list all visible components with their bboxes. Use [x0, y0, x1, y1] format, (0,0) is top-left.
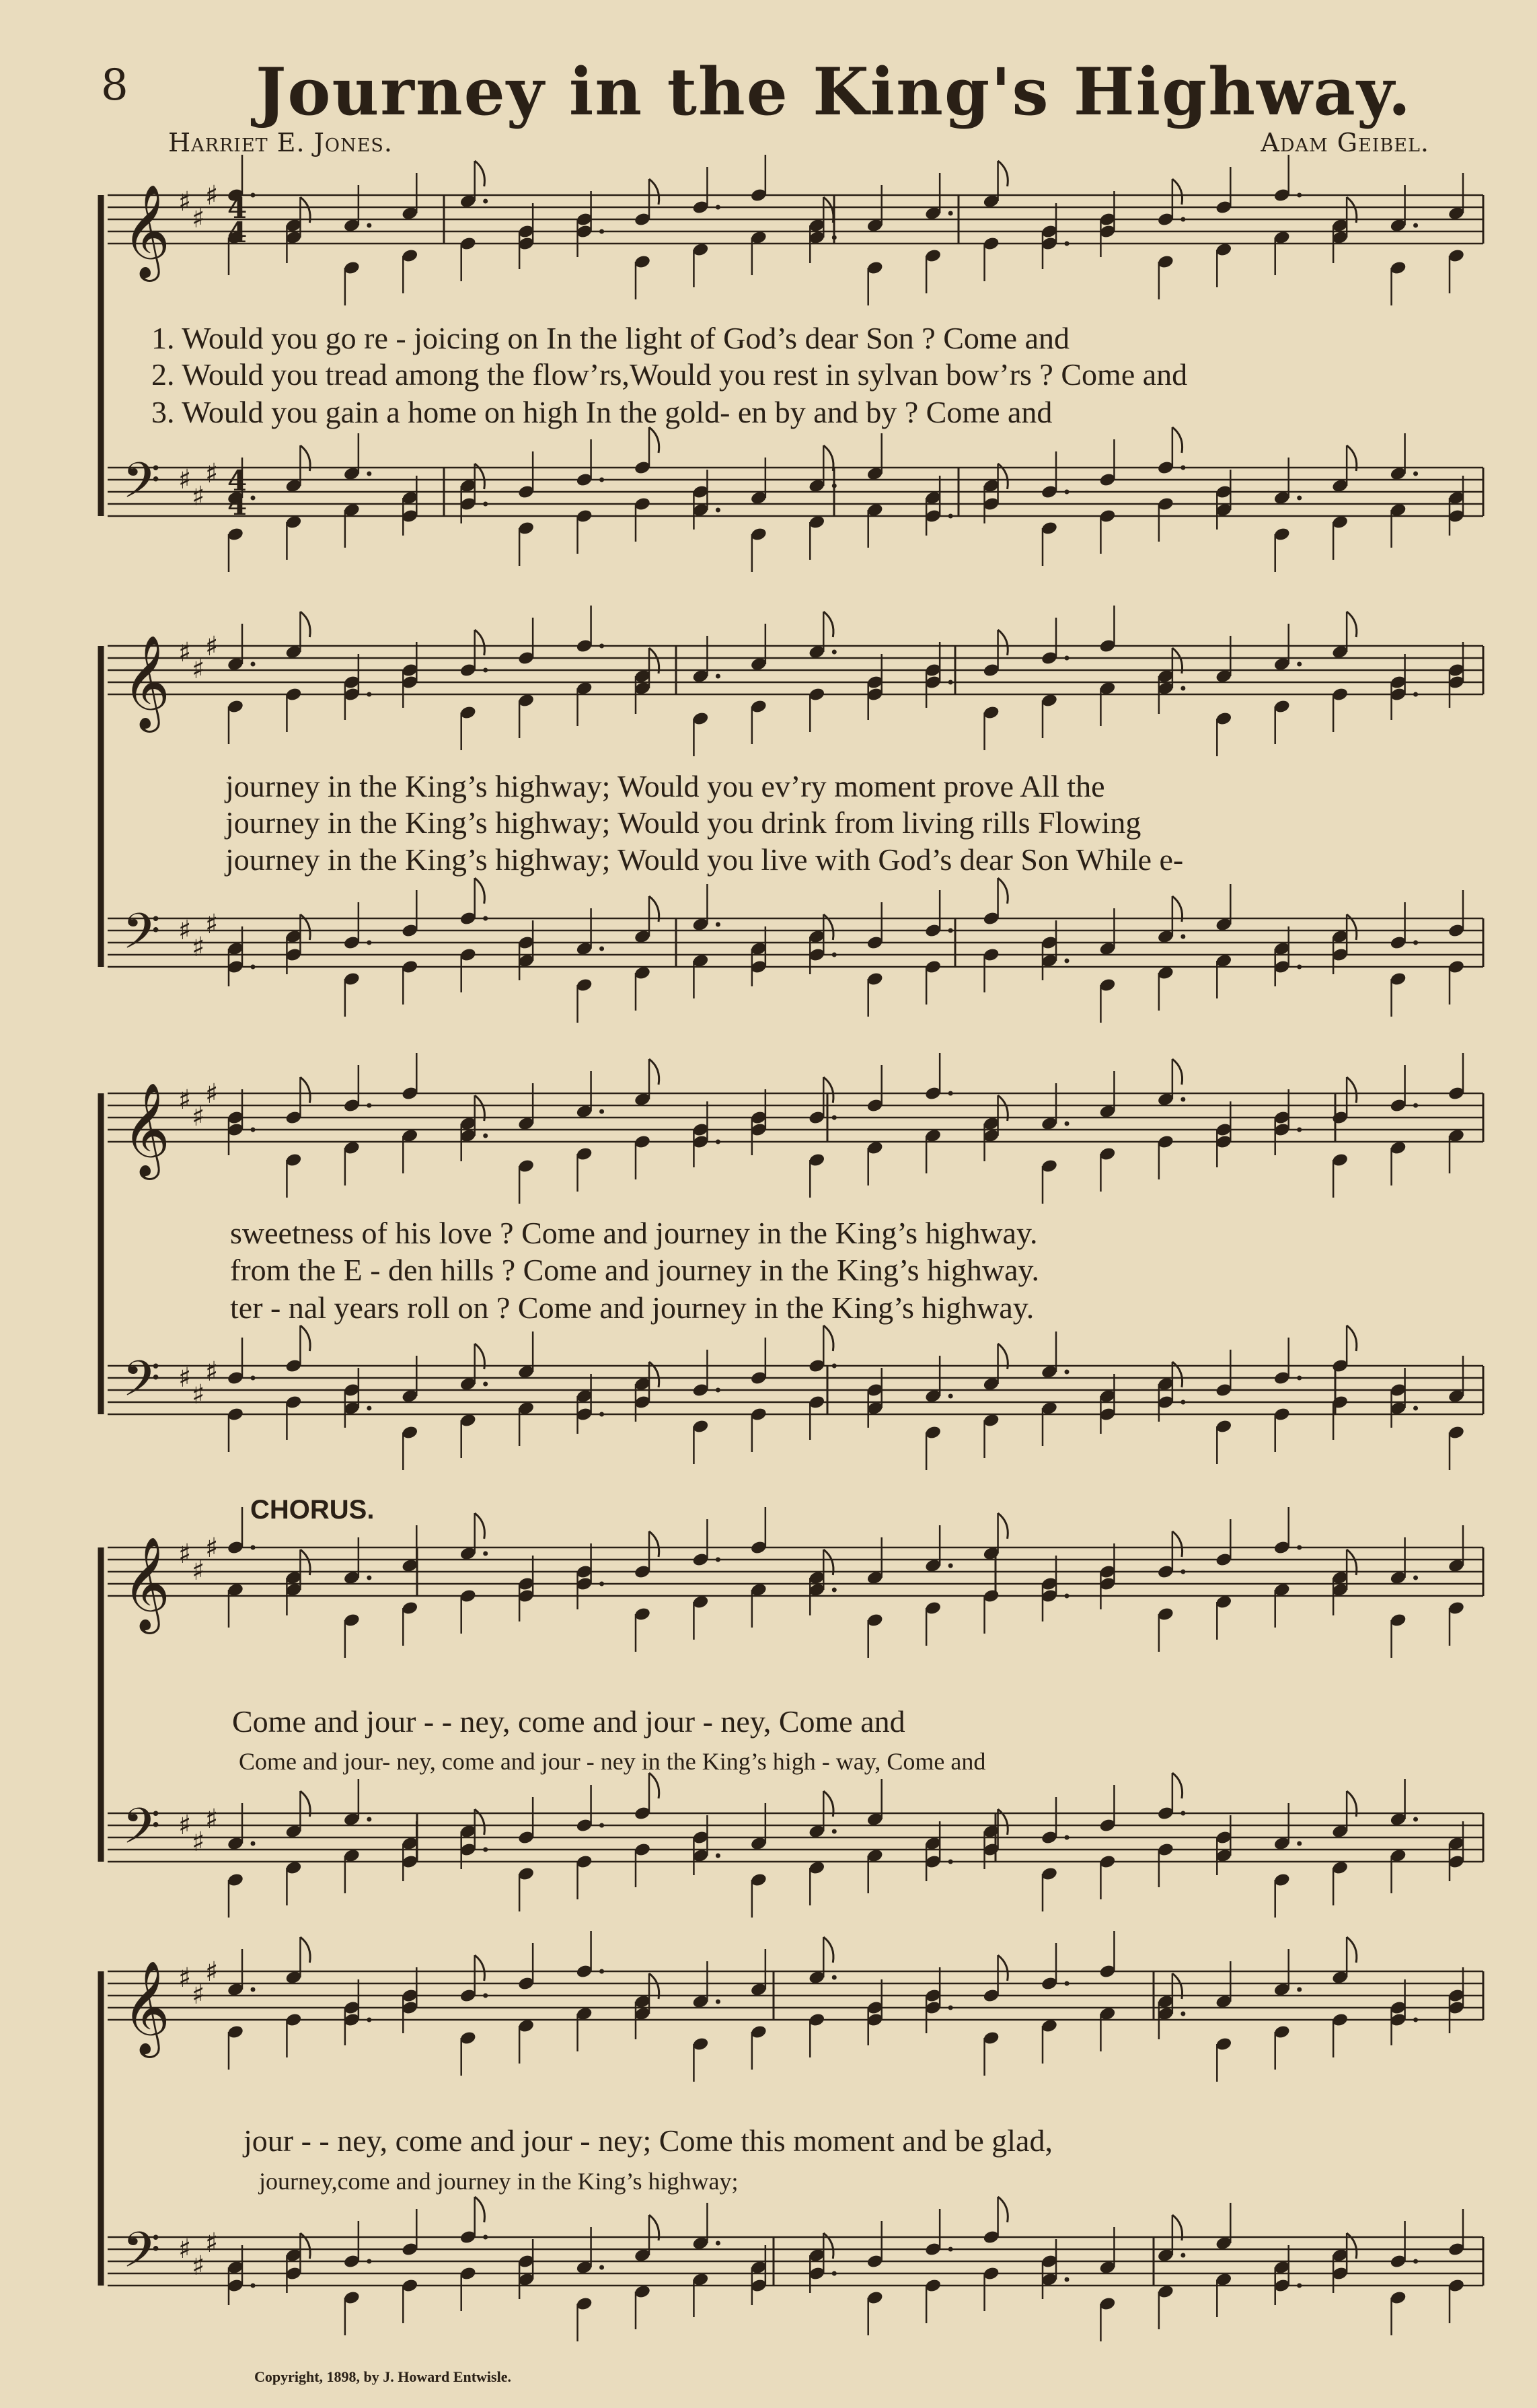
dot	[599, 229, 604, 234]
dot	[599, 1969, 604, 1974]
note-flag	[823, 1937, 833, 1963]
dot	[1065, 2277, 1070, 2282]
sharp-accidental: ♯	[178, 1085, 192, 1116]
dot	[948, 1860, 953, 1864]
dot	[1180, 935, 1185, 939]
sharp-accidental: ♯	[192, 481, 205, 513]
dot	[1297, 193, 1302, 198]
dot	[1413, 1103, 1418, 1108]
dot	[716, 922, 720, 927]
composer-credit: Adam Geibel.	[1261, 128, 1429, 157]
lyricist-credit: Harriet E. Jones.	[168, 128, 393, 157]
sharp-accidental: ♯	[205, 1957, 219, 1987]
note-flag	[1172, 1531, 1183, 1557]
dot	[1180, 2012, 1185, 2016]
dot	[367, 2018, 371, 2022]
dot	[483, 916, 488, 921]
dot	[1180, 1811, 1185, 1816]
alto-lyric-line: Come and jour- ney, come and jour - ney in the King’s high - way, Come and	[239, 1748, 986, 1775]
dot	[599, 947, 604, 951]
note-flag	[475, 1513, 485, 1539]
note-flag	[998, 1513, 1008, 1539]
dot	[599, 644, 604, 649]
dot	[1297, 1376, 1302, 1381]
dot	[1297, 662, 1302, 667]
sharp-accidental: ♯	[178, 1963, 192, 1994]
bass-clef: 𝄢	[122, 902, 161, 972]
dot	[367, 472, 371, 476]
dot	[1413, 941, 1418, 945]
dot	[251, 1545, 256, 1550]
dot	[483, 1848, 488, 1852]
dot	[832, 1975, 837, 1980]
alto-lyric-line: journey,come and journey in the King’s highway;	[259, 2168, 739, 2195]
dot	[1297, 1128, 1302, 1132]
dot	[483, 1994, 488, 1998]
lyric-line: 3. Would you gain a home on high In the gold- en by and by ? Come and	[151, 395, 1053, 429]
sharp-accidental: ♯	[178, 1810, 192, 1841]
sharp-accidental: ♯	[205, 1079, 219, 1109]
dot	[1180, 1400, 1185, 1405]
chorus-label: CHORUS.	[250, 1495, 375, 1525]
note-flag	[998, 161, 1008, 186]
sharp-accidental: ♯	[178, 915, 192, 946]
note-flag	[1347, 1077, 1357, 1103]
dot	[832, 1364, 837, 1369]
note-flag	[998, 2197, 1008, 2222]
dot	[251, 1376, 256, 1381]
lyric-line: ter - nal years roll on ? Come and journey in the King’s highway.	[230, 1290, 1035, 1325]
sharp-accidental: ♯	[178, 186, 192, 217]
dot	[367, 941, 371, 945]
dot	[483, 199, 488, 204]
dot	[1297, 1987, 1302, 1992]
dot	[948, 2006, 953, 2010]
dot	[251, 1128, 256, 1132]
dot	[716, 1854, 720, 1858]
lyric-line: journey in the King’s highway; Would you live with God’s dear Son While e-	[225, 842, 1184, 877]
dot	[251, 1987, 256, 1992]
time-signature: 4	[227, 216, 248, 250]
treble-clef: 𝄞	[122, 1537, 170, 1630]
dot	[251, 965, 256, 970]
time-signature: 4	[227, 488, 248, 522]
dot	[1297, 1545, 1302, 1550]
dot	[832, 2271, 837, 2276]
sharp-accidental: ♯	[192, 1379, 205, 1411]
sharp-accidental: ♯	[178, 1362, 192, 1393]
dot	[251, 1841, 256, 1846]
dot	[1413, 223, 1418, 228]
dot	[948, 2247, 953, 2252]
lyric-line: jour - - ney, come and jour - ney; Come this moment and be glad,	[243, 2123, 1053, 2158]
sharp-accidental: ♯	[205, 1533, 219, 1564]
dot	[1297, 496, 1302, 501]
bass-clef: 𝄢	[122, 451, 161, 521]
dot	[599, 478, 604, 482]
dot	[1065, 1370, 1070, 1375]
note-flag	[998, 878, 1008, 904]
dot	[367, 1576, 371, 1580]
dot	[599, 1582, 604, 1586]
sharp-accidental: ♯	[178, 637, 192, 668]
dot	[1180, 686, 1185, 691]
sharp-accidental: ♯	[205, 2228, 219, 2259]
dot	[1180, 2253, 1185, 2258]
treble-clef: 𝄞	[122, 635, 170, 729]
lyric-line: 2. Would you tread among the flow’rs,Would you rest in sylvan bow’rs ? Come and	[151, 357, 1188, 392]
note-flag	[300, 1077, 310, 1103]
note-flag	[649, 179, 659, 205]
dot	[483, 2235, 488, 2240]
time-signature: 4	[227, 464, 248, 498]
note-flag	[1172, 1059, 1183, 1085]
note-flag	[300, 1937, 310, 1963]
copyright-notice: Copyright, 1898, by J. Howard Entwisle.	[254, 2368, 511, 2385]
lyric-line: journey in the King’s highway; Would you ev’ry moment prove All the	[225, 769, 1105, 803]
bass-clef: 𝄢	[122, 1350, 161, 1419]
dot	[948, 1564, 953, 1568]
note-flag	[1347, 1937, 1357, 1963]
dot	[367, 1406, 371, 1411]
treble-clef: 𝄞	[122, 1961, 170, 2054]
sharp-accidental: ♯	[205, 909, 219, 940]
dot	[1413, 2018, 1418, 2022]
dot	[716, 508, 720, 513]
dot	[1413, 692, 1418, 697]
dot	[1065, 242, 1070, 246]
sharp-accidental: ♯	[205, 180, 219, 211]
note-flag	[649, 1059, 659, 1085]
note-flag	[475, 630, 485, 655]
dot	[1065, 1594, 1070, 1599]
dot	[948, 680, 953, 685]
page-number: 8	[101, 61, 128, 110]
note-flag	[649, 1773, 659, 1798]
sharp-accidental: ♯	[192, 1556, 205, 1587]
dot	[716, 1388, 720, 1393]
dot	[716, 2241, 720, 2246]
time-signature: 4	[227, 192, 248, 225]
dot	[1297, 2284, 1302, 2288]
sharp-accidental: ♯	[192, 1827, 205, 1858]
dot	[599, 1109, 604, 1114]
sharp-accidental: ♯	[178, 1539, 192, 1570]
note-flag	[475, 2197, 485, 2222]
dot	[716, 2000, 720, 2004]
dot	[716, 205, 720, 210]
note-flag	[998, 630, 1008, 655]
lyric-line: sweetness of his love ? Come and journey in the King’s highway.	[230, 1216, 1038, 1250]
lyric-line: Come and jour - - ney, come and jour - ney, Come and	[232, 1704, 905, 1739]
note-flag	[300, 1325, 310, 1351]
sharp-accidental: ♯	[192, 1979, 205, 2011]
dot	[716, 674, 720, 679]
note-flag	[823, 1077, 833, 1103]
dot	[483, 668, 488, 673]
dot	[948, 1394, 953, 1399]
lyric-line: from the E - den hills ? Come and journey in the King’s highway.	[230, 1253, 1040, 1287]
dot	[1180, 217, 1185, 222]
dot	[716, 1558, 720, 1562]
dot	[1180, 1570, 1185, 1574]
dot	[483, 1552, 488, 1556]
dot	[716, 1140, 720, 1144]
sharp-accidental: ♯	[192, 654, 205, 686]
sharp-accidental: ♯	[178, 2234, 192, 2265]
sharp-accidental: ♯	[205, 631, 219, 662]
note-flag	[300, 612, 310, 637]
dot	[832, 953, 837, 957]
dot	[832, 235, 837, 240]
dot	[251, 2284, 256, 2288]
dot	[832, 484, 837, 488]
dot	[1413, 1406, 1418, 1411]
note-flag	[1172, 427, 1183, 453]
note-flag	[475, 161, 485, 186]
sharp-accidental: ♯	[205, 1804, 219, 1835]
dot	[599, 1412, 604, 1417]
dot	[1413, 472, 1418, 476]
dot	[367, 223, 371, 228]
sharp-accidental: ♯	[205, 1356, 219, 1387]
note-flag	[649, 427, 659, 453]
sharp-accidental: ♯	[192, 1101, 205, 1133]
note-flag	[998, 1955, 1008, 1981]
dot	[1180, 1097, 1185, 1102]
sharp-accidental: ♯	[192, 932, 205, 963]
dot	[1065, 1981, 1070, 1986]
note-flag	[475, 878, 485, 904]
lyric-line: journey in the King’s highway; Would you drink from living rills Flowing	[225, 805, 1141, 840]
note-flag	[1172, 179, 1183, 205]
dot	[832, 650, 837, 655]
dot	[832, 1829, 837, 1834]
dot	[483, 502, 488, 507]
dot	[948, 211, 953, 216]
dot	[1297, 965, 1302, 970]
dot	[948, 928, 953, 933]
dot	[483, 1382, 488, 1387]
dot	[251, 496, 256, 501]
dot	[367, 692, 371, 697]
dot	[832, 1588, 837, 1593]
treble-clef: 𝄞	[122, 1083, 170, 1176]
dot	[599, 2265, 604, 2270]
dot	[367, 2259, 371, 2264]
dot	[1297, 1841, 1302, 1846]
dot	[948, 514, 953, 519]
dot	[1065, 1122, 1070, 1126]
dot	[1065, 656, 1070, 661]
sharp-accidental: ♯	[205, 458, 219, 489]
note-flag	[475, 1955, 485, 1981]
sharp-accidental: ♯	[192, 203, 205, 235]
dot	[1065, 490, 1070, 495]
bass-clef: 𝄢	[122, 1797, 161, 1866]
dot	[251, 193, 256, 198]
dot	[251, 662, 256, 667]
dot	[1413, 1576, 1418, 1580]
dot	[948, 1091, 953, 1096]
bass-clef: 𝄢	[122, 2221, 161, 2290]
note-flag	[1347, 1325, 1357, 1351]
dot	[1180, 466, 1185, 470]
note-flag	[1347, 612, 1357, 637]
dot	[1065, 959, 1070, 963]
dot	[483, 1134, 488, 1138]
dot	[367, 1103, 371, 1108]
note-flag	[823, 1325, 833, 1351]
dot	[1065, 1835, 1070, 1840]
dot	[1413, 2259, 1418, 2264]
sharp-accidental: ♯	[178, 464, 192, 495]
note-flag	[649, 1531, 659, 1557]
dot	[1413, 1817, 1418, 1822]
note-flag	[823, 612, 833, 637]
dot	[367, 1817, 371, 1822]
note-flag	[1172, 1773, 1183, 1798]
dot	[599, 1823, 604, 1828]
treble-clef: 𝄞	[122, 184, 170, 278]
hymn-title: Journey in the King's Highway.	[256, 54, 1413, 130]
lyric-line: 1. Would you go re - joicing on In the light of God’s dear Son ? Come and	[151, 321, 1070, 355]
sharp-accidental: ♯	[192, 2251, 205, 2282]
dot	[832, 1116, 837, 1120]
